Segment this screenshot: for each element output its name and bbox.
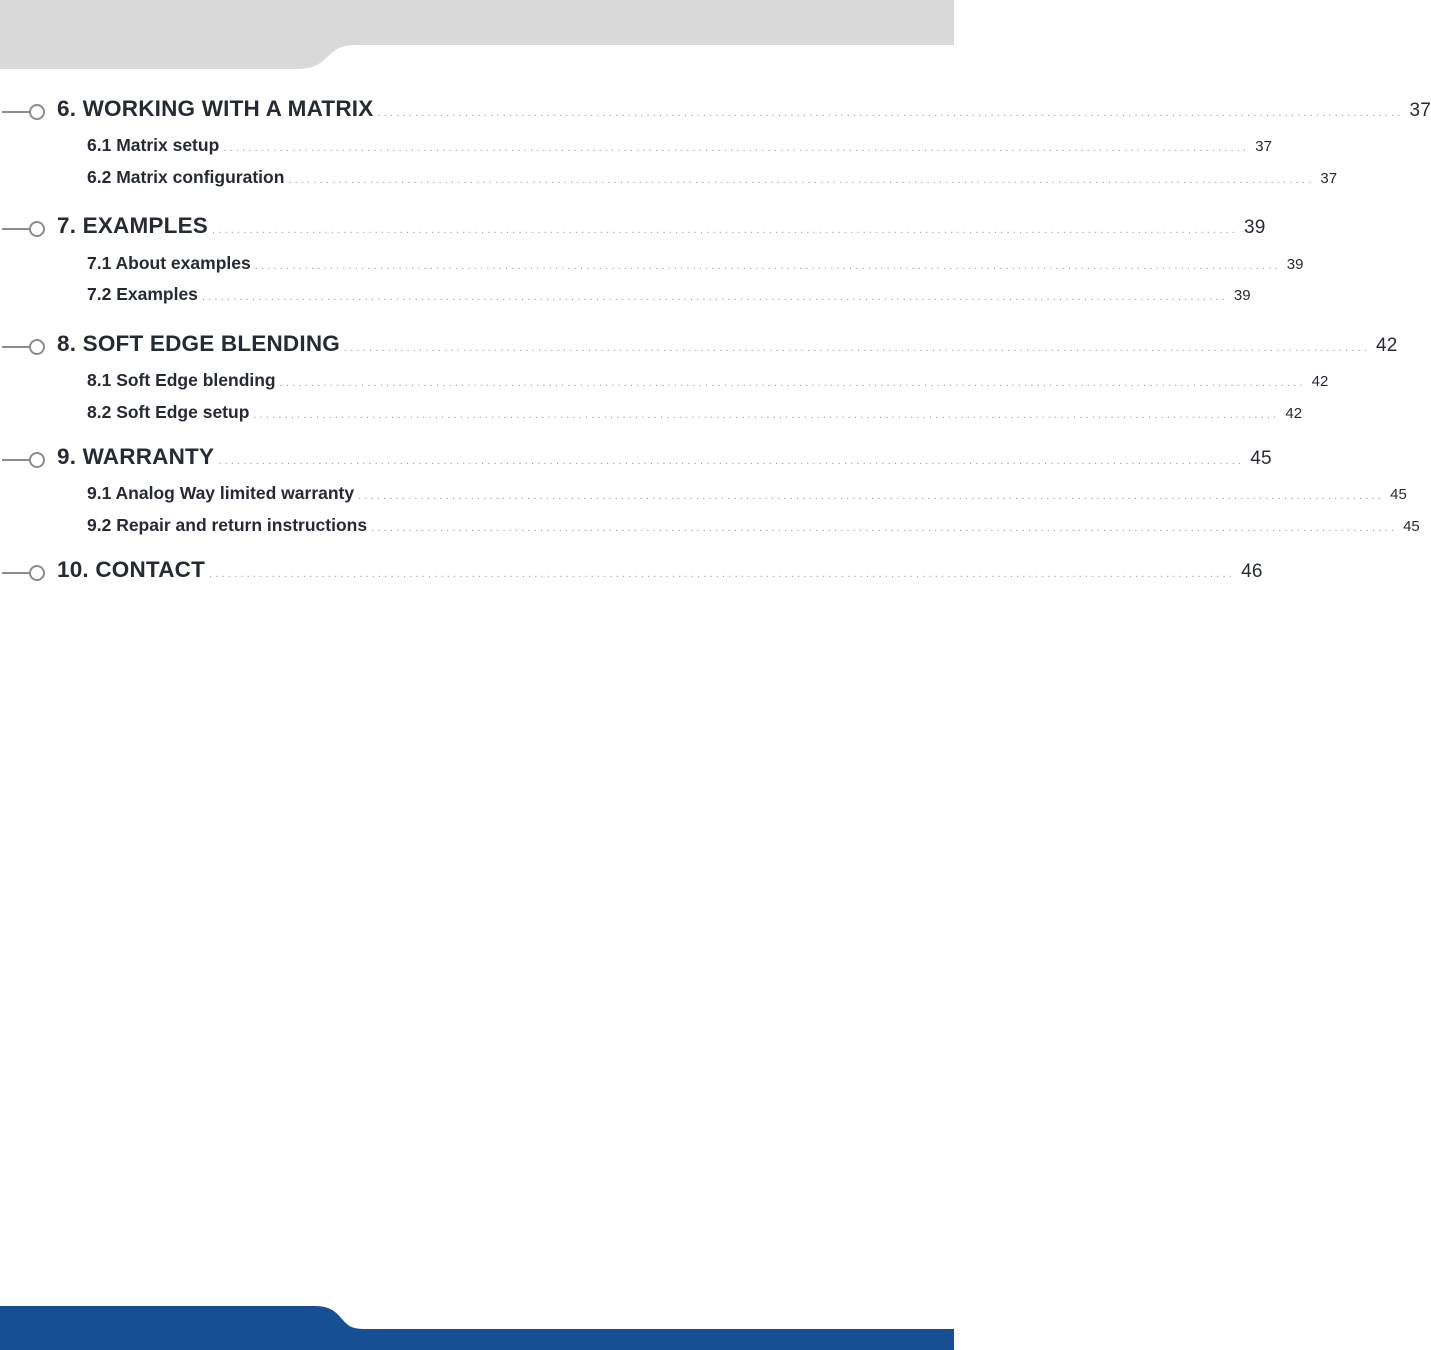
toc-entry-title: 9. WARRANTY bbox=[57, 444, 215, 469]
toc-entry-title: 6. WORKING WITH A MATRIX bbox=[57, 96, 374, 121]
bullet-ring-icon bbox=[0, 563, 48, 583]
toc-page-number: 37 bbox=[1255, 138, 1272, 155]
toc-page-number: 39 bbox=[1286, 256, 1304, 273]
toc-entry-title: 8.1 Soft Edge blending bbox=[87, 370, 276, 390]
toc-entry-7-2[interactable] bbox=[87, 284, 1251, 305]
dot-leader: .................................................................................................................................................................... bbox=[377, 107, 1404, 119]
dot-leader: .................................................................................................................................................................... bbox=[212, 224, 1239, 236]
toc-page-number: 45 bbox=[1390, 486, 1407, 503]
toc-entry-8-2[interactable] bbox=[87, 402, 1303, 423]
toc-page-number: 37 bbox=[1320, 170, 1338, 187]
toc-page-number: 39 bbox=[1233, 287, 1251, 304]
toc-page-number: 45 bbox=[1403, 518, 1420, 535]
bullet-ring-icon bbox=[0, 450, 48, 470]
dot-leader: .................................................................................................................................................................... bbox=[343, 342, 1370, 354]
toc-entry-title: 7. EXAMPLES bbox=[57, 213, 208, 238]
toc-entry-title: 9.1 Analog Way limited warranty bbox=[87, 483, 355, 503]
bullet-ring-icon bbox=[0, 337, 48, 357]
toc-entry-section-10[interactable] bbox=[57, 557, 1263, 583]
dot-leader: .................................................................................................................................................................... bbox=[201, 291, 1228, 303]
dot-leader: .................................................................................................................................................................... bbox=[288, 174, 1315, 186]
dot-leader: .................................................................................................................................................................... bbox=[223, 142, 1250, 154]
toc-entry-9-1[interactable] bbox=[87, 483, 1407, 504]
toc-entry-6-2[interactable] bbox=[87, 167, 1338, 188]
dot-leader: .................................................................................................................................................................... bbox=[371, 522, 1398, 534]
dot-leader: .................................................................................................................................................................... bbox=[209, 568, 1236, 580]
toc-entry-8-1[interactable] bbox=[87, 370, 1329, 391]
dot-leader: .................................................................................................................................................................... bbox=[253, 409, 1280, 421]
toc-entry-title: 9.2 Repair and return instructions bbox=[87, 515, 368, 535]
toc-page-number: 39 bbox=[1244, 217, 1266, 238]
toc-entry-section-8[interactable] bbox=[57, 331, 1398, 357]
bullet-ring-icon bbox=[0, 102, 48, 122]
toc-page-number: 42 bbox=[1311, 373, 1329, 390]
toc-page-number: 42 bbox=[1285, 405, 1303, 422]
toc-entry-section-9[interactable] bbox=[57, 444, 1272, 470]
toc-page-number: 46 bbox=[1241, 561, 1263, 582]
toc-entry-title: 8.2 Soft Edge setup bbox=[87, 402, 250, 422]
footer-band bbox=[0, 1300, 954, 1350]
toc-entry-title: 7.1 About examples bbox=[87, 253, 251, 273]
toc-entry-9-2[interactable] bbox=[87, 515, 1420, 536]
toc-entry-section-6[interactable] bbox=[57, 96, 1431, 122]
toc-entry-title: 8. SOFT EDGE BLENDING bbox=[57, 331, 340, 356]
dot-leader: .................................................................................................................................................................... bbox=[279, 377, 1306, 389]
bullet-ring-icon bbox=[0, 219, 48, 239]
toc-entry-section-7[interactable] bbox=[57, 213, 1266, 239]
toc-entry-7-1[interactable] bbox=[87, 253, 1304, 274]
toc-entry-6-1[interactable] bbox=[87, 135, 1272, 156]
dot-leader: .................................................................................................................................................................... bbox=[218, 455, 1245, 467]
dot-leader: .................................................................................................................................................................... bbox=[358, 490, 1385, 502]
toc-entry-title: 6.1 Matrix setup bbox=[87, 135, 220, 155]
toc-entry-title: 7.2 Examples bbox=[87, 284, 198, 304]
toc-page-number: 45 bbox=[1250, 448, 1272, 469]
toc-page-number: 37 bbox=[1409, 100, 1431, 121]
toc-page-number: 42 bbox=[1376, 335, 1398, 356]
toc-entry-title: 6.2 Matrix configuration bbox=[87, 167, 285, 187]
toc-entry-title: 10. CONTACT bbox=[57, 557, 206, 582]
dot-leader: .................................................................................................................................................................... bbox=[254, 260, 1281, 272]
